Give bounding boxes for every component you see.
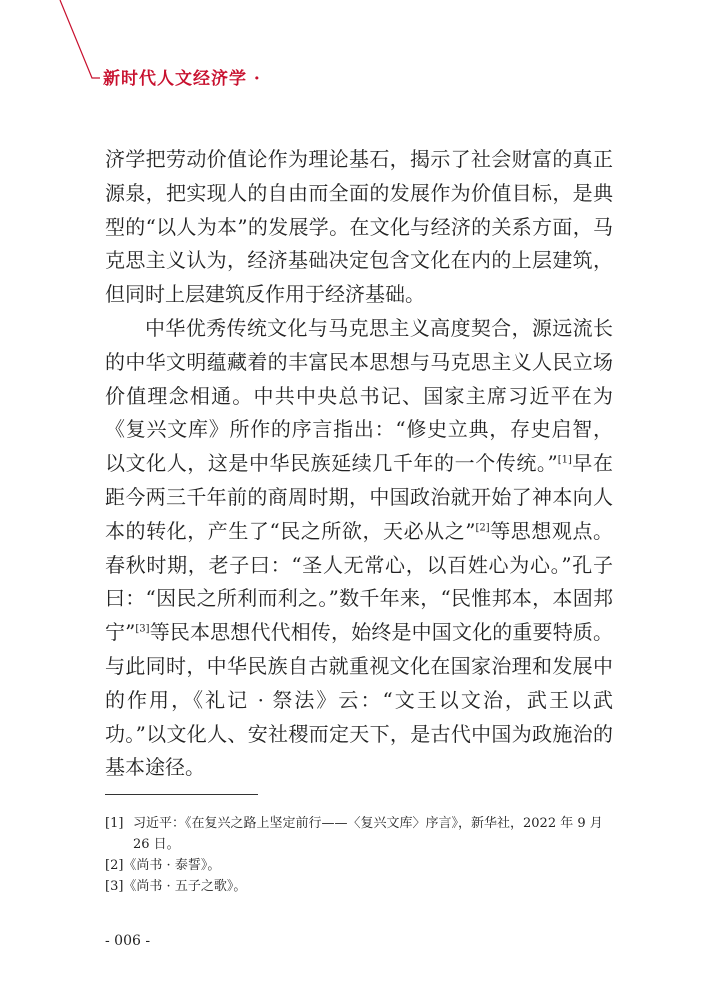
paragraph-text: 等民本思想代代相传，始终是中国文化的重要特质。与此同时，中华民族自古就重视文化在国家治理和发展中的作用，《礼记 · 祭法》云：“文王以文治，武王以武功。”以文化人、安社稷而定天下，是古代中国为政施治的基本途径。 (105, 620, 613, 780)
running-header: 新时代人文经济学 · (103, 69, 261, 89)
header-decorative-line (0, 0, 120, 100)
paragraph-continued: 济学把劳动价值论作为理论基石，揭示了社会财富的真正源泉，把实现人的自由而全面的发展作为价值目标，是典型的“以人为本”的发展学。在文化与经济的关系方面，马克思主义认为，经济基础决定包含文化在内的上层建筑，但同时上层建筑反作用于经济基础。 (105, 147, 613, 307)
footnote-number: [1] (105, 816, 124, 831)
paragraph-text: 中华优秀传统文化与马克思主义高度契合，源远流长的中华文明蕴藏着的丰富民本思想与马克思主义人民立场价值理念相通。中共中央总书记、国家主席习近平在为《复兴文库》所作的序言指出：“修史立典，存史启智，以文化人，这是中华民族延续几千年的一个传统。” (105, 315, 613, 476)
footnote-2 (105, 855, 613, 876)
footnote-number: [3] (105, 879, 124, 894)
footnote-ref-1[interactable]: [1] (557, 454, 572, 466)
paragraph-minben (105, 312, 613, 785)
footnote-number: [2] (105, 858, 124, 873)
footnote-ref-2[interactable]: [2] (475, 522, 490, 534)
footnote-divider (105, 794, 258, 795)
paragraph-text: 早在距今两三千年前的商周时期，中国政治就开始了神本向人本的转化，产生了“民之所欲，天必从之” (105, 451, 613, 543)
footnotes (105, 813, 613, 897)
footnote-text: 《尚书 · 泰誓》。 (123, 858, 221, 873)
page-number: - 006 - (105, 933, 151, 949)
body-text (105, 143, 613, 785)
footnote-1 (105, 813, 613, 855)
footnote-3 (105, 876, 613, 897)
footnote-text: 习近平：《在复兴之路上坚定前行——〈复兴文库〉序言》，新华社，2022 年 9 月 26 日。 (133, 816, 603, 852)
footnote-text: 《尚书 · 五子之歌》。 (123, 879, 247, 894)
paragraph-text: 等思想观点。春秋时期，老子曰：“圣人无常心，以百姓心为心。”孔子曰：“因民之所利而利之。”数千年来，“民惟邦本，本固邦宁” (105, 518, 614, 645)
footnote-ref-3[interactable]: [3] (135, 623, 150, 635)
